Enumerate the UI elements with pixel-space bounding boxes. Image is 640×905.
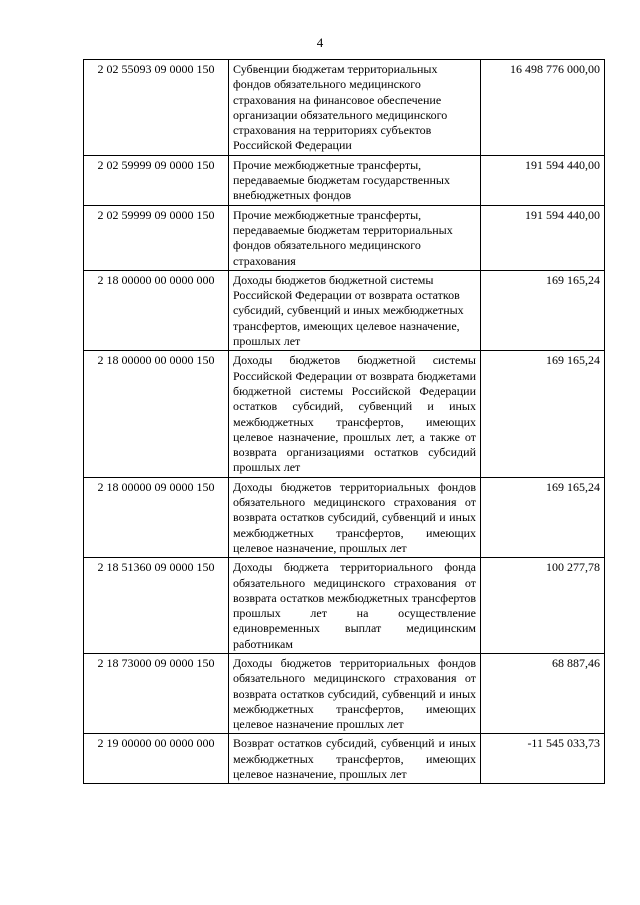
table-row — [84, 205, 605, 270]
table-row — [84, 60, 605, 156]
table-row — [84, 155, 605, 205]
amount-cell: 16 498 776 000,00 — [481, 60, 605, 156]
budget-code-cell: 2 18 00000 00 0000 000 — [84, 270, 229, 350]
amount-cell: 191 594 440,00 — [481, 155, 605, 205]
budget-code-cell: 2 18 00000 00 0000 150 — [84, 351, 229, 477]
table-row — [84, 270, 605, 350]
table-row — [84, 558, 605, 654]
revenue-name-cell: Доходы бюджетов бюджетной системы Российской Федерации от возврата остатков субсидий, субвенций и иных межбюджетных трансфертов, имеющих целевое назначение, прошлых лет — [229, 270, 481, 350]
budget-code-cell: 2 02 59999 09 0000 150 — [84, 205, 229, 270]
revenue-name-cell: Доходы бюджетов бюджетной системы Российской Федерации от возврата бюджетами бюджетной системы Российской Федерации остатков субсидий, субвенций и иных межбюджетных трансфертов, имеющих целевое назначение, прошлых лет, а также от возврата организациями остатков субсидий прошлых лет — [229, 351, 481, 477]
budget-code-cell: 2 02 59999 09 0000 150 — [84, 155, 229, 205]
budget-code-cell: 2 18 51360 09 0000 150 — [84, 558, 229, 654]
revenue-name-cell: Прочие межбюджетные трансферты, передаваемые бюджетам государственных внебюджетных фондов — [229, 155, 481, 205]
amount-cell: 68 887,46 — [481, 653, 605, 733]
budget-code-cell: 2 18 00000 09 0000 150 — [84, 477, 229, 557]
amount-cell: -11 545 033,73 — [481, 734, 605, 784]
budget-code-cell: 2 02 55093 09 0000 150 — [84, 60, 229, 156]
budget-code-cell: 2 18 73000 09 0000 150 — [84, 653, 229, 733]
revenue-name-cell: Возврат остатков субсидий, субвенций и иных межбюджетных трансфертов, имеющих целевое назначение, прошлых лет — [229, 734, 481, 784]
table-row — [84, 653, 605, 733]
revenue-name-cell: Доходы бюджетов территориальных фондов обязательного медицинского страхования от возврата остатков субсидий, субвенций и иных межбюджетных трансфертов, имеющих целевое назначение, прошлых лет — [229, 477, 481, 557]
amount-cell: 169 165,24 — [481, 477, 605, 557]
page-number: 4 — [316, 35, 324, 50]
revenue-name-cell: Субвенции бюджетам территориальных фондов обязательного медицинского страхования на финансовое обеспечение организации обязательного медицинского страхования на территориях субъектов Российской Федерации — [229, 60, 481, 156]
budget-revenue-table — [83, 59, 605, 784]
revenue-name-cell: Доходы бюджета территориального фонда обязательного медицинского страхования от возврата остатков межбюджетных трансфертов прошлых лет на осуществление единовременных выплат медицинским работникам — [229, 558, 481, 654]
amount-cell: 169 165,24 — [481, 270, 605, 350]
table-row — [84, 734, 605, 784]
budget-code-cell: 2 19 00000 00 0000 000 — [84, 734, 229, 784]
table-row — [84, 477, 605, 557]
revenue-name-cell: Прочие межбюджетные трансферты, передаваемые бюджетам территориальных фондов обязательного медицинского страхования — [229, 205, 481, 270]
table-row — [84, 351, 605, 477]
revenue-name-cell: Доходы бюджетов территориальных фондов обязательного медицинского страхования от возврата остатков субсидий, субвенций и иных межбюджетных трансфертов, имеющих целевое назначение прошлых лет — [229, 653, 481, 733]
amount-cell: 191 594 440,00 — [481, 205, 605, 270]
amount-cell: 100 277,78 — [481, 558, 605, 654]
amount-cell: 169 165,24 — [481, 351, 605, 477]
